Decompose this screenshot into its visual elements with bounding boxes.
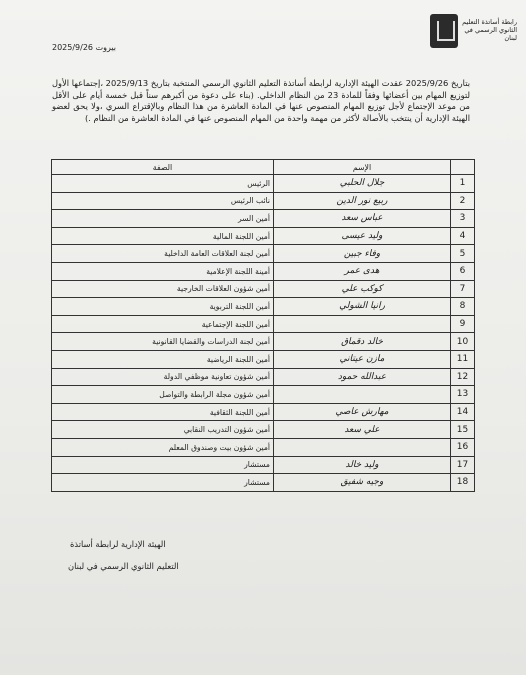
table-row xyxy=(52,386,475,404)
row-name: ربيع نور الدين xyxy=(274,192,451,210)
row-number: 4 xyxy=(451,227,475,245)
row-role: أمينة اللجنة الإعلامية xyxy=(52,262,274,280)
row-name: وليد خالد xyxy=(274,456,451,474)
row-number: 15 xyxy=(451,421,475,439)
row-role: أمين اللجنة الثقافية xyxy=(52,403,274,421)
table-row xyxy=(52,421,475,439)
row-number: 12 xyxy=(451,368,475,386)
table-row xyxy=(52,298,475,316)
row-number: 8 xyxy=(451,298,475,316)
row-name: وفاء جبين xyxy=(274,245,451,263)
roles-table xyxy=(51,159,475,492)
row-number: 6 xyxy=(451,262,475,280)
row-name: وليد عيسى xyxy=(274,227,451,245)
row-role: أمين لجنة العلاقات العامة الداخلية xyxy=(52,245,274,263)
table-header-row xyxy=(52,160,475,175)
row-name: جلال الحلبي xyxy=(274,175,451,193)
header-number xyxy=(451,160,475,175)
row-number: 10 xyxy=(451,333,475,351)
table-row xyxy=(52,210,475,228)
row-number: 18 xyxy=(451,474,475,492)
table-row xyxy=(52,315,475,333)
table-row xyxy=(52,192,475,210)
row-number: 7 xyxy=(451,280,475,298)
row-number: 1 xyxy=(451,175,475,193)
row-role: أمين اللجنة التربوية xyxy=(52,298,274,316)
row-name xyxy=(274,315,451,333)
table-row xyxy=(52,175,475,193)
signature-line-2: التعليم الثانوي الرسمي في لبنان xyxy=(68,561,179,571)
row-role: أمين شؤون تعاونية موظفي الدولة xyxy=(52,368,274,386)
table-row xyxy=(52,456,475,474)
row-name: كوكب علي xyxy=(274,280,451,298)
row-number: 17 xyxy=(451,456,475,474)
row-name: مازن عيتاني xyxy=(274,350,451,368)
row-role: أمين شؤون التدريب النقابي xyxy=(52,421,274,439)
table-row xyxy=(52,227,475,245)
row-role: أمين شؤون العلاقات الخارجية xyxy=(52,280,274,298)
row-number: 9 xyxy=(451,315,475,333)
row-name: عباس سعد xyxy=(274,210,451,228)
row-name xyxy=(274,438,451,456)
row-role: أمين السر xyxy=(52,210,274,228)
header-role: الصفة xyxy=(52,160,274,175)
row-number: 14 xyxy=(451,403,475,421)
table-row xyxy=(52,368,475,386)
row-number: 3 xyxy=(451,210,475,228)
row-name: خالد دقماق xyxy=(274,333,451,351)
row-role: أمين اللجنة المالية xyxy=(52,227,274,245)
row-role: أمين شؤون بيت وصندوق المعلم xyxy=(52,438,274,456)
row-name: رانيا الشولي xyxy=(274,298,451,316)
row-name: عبدالله حمود xyxy=(274,368,451,386)
table-row xyxy=(52,245,475,263)
row-number: 5 xyxy=(451,245,475,263)
row-role: مستشار xyxy=(52,474,274,492)
row-role: أمين شؤون مجلة الرابطة والتواصل xyxy=(52,386,274,404)
logo-text: رابطة أساتذة التعليم الثانوي الرسمي في لبنان xyxy=(462,18,517,42)
row-name xyxy=(274,386,451,404)
row-name: وجيه شفيق xyxy=(274,474,451,492)
row-number: 16 xyxy=(451,438,475,456)
table-row xyxy=(52,262,475,280)
table-row xyxy=(52,333,475,351)
table-row xyxy=(52,350,475,368)
header-name: الإسم xyxy=(274,160,451,175)
intro-paragraph: بتاريخ 2025/9/26 عقدت الهيئة الإدارية لرابطة أساتذة التعليم الثانوي الرسمي المنتخبة بتاريخ 2025/9/13 ،إجتماعها الأول لتوزيع المهام بين أعضائها وفقاً للمادة 23 من النظام الداخلي. (بناء على دعوة من أكبرهم سناً قبل خمسة أيام على الأقل من موعد الإجتماع لأجل توزيع المهام المنصوص عنها في المادة العاشرة من هذا النظام وبالإقتراع السري ،ولا يحق لعضو الهيئة الإدارية أن ينتخب بالأصالة لأكثر من مهمة واحدة من المهام المنصوص عنها في المادة العاشرة من النظام .) xyxy=(52,78,471,123)
table-row xyxy=(52,403,475,421)
row-role: أمين اللجنة الرياضية xyxy=(52,350,274,368)
row-number: 13 xyxy=(451,386,475,404)
row-name: هدى عمر xyxy=(274,262,451,280)
row-role: نائب الرئيس xyxy=(52,192,274,210)
row-role: الرئيس xyxy=(52,175,274,193)
row-role: مستشار xyxy=(52,456,274,474)
document-date: بيروت 2025/9/26 xyxy=(52,43,117,52)
row-number: 11 xyxy=(451,350,475,368)
row-number: 2 xyxy=(451,192,475,210)
signature-line-1: الهيئة الإدارية لرابطة أساتذة xyxy=(70,539,166,549)
association-logo-icon xyxy=(430,14,458,48)
row-role: أمين اللجنة الإجتماعية xyxy=(52,315,274,333)
table-row xyxy=(52,474,475,492)
table-row xyxy=(52,438,475,456)
row-role: أمين لجنة الدراسات والقضايا القانونية xyxy=(52,333,274,351)
table-row xyxy=(52,280,475,298)
row-name: مهارش عاصي xyxy=(274,403,451,421)
row-name: علي سعد xyxy=(274,421,451,439)
